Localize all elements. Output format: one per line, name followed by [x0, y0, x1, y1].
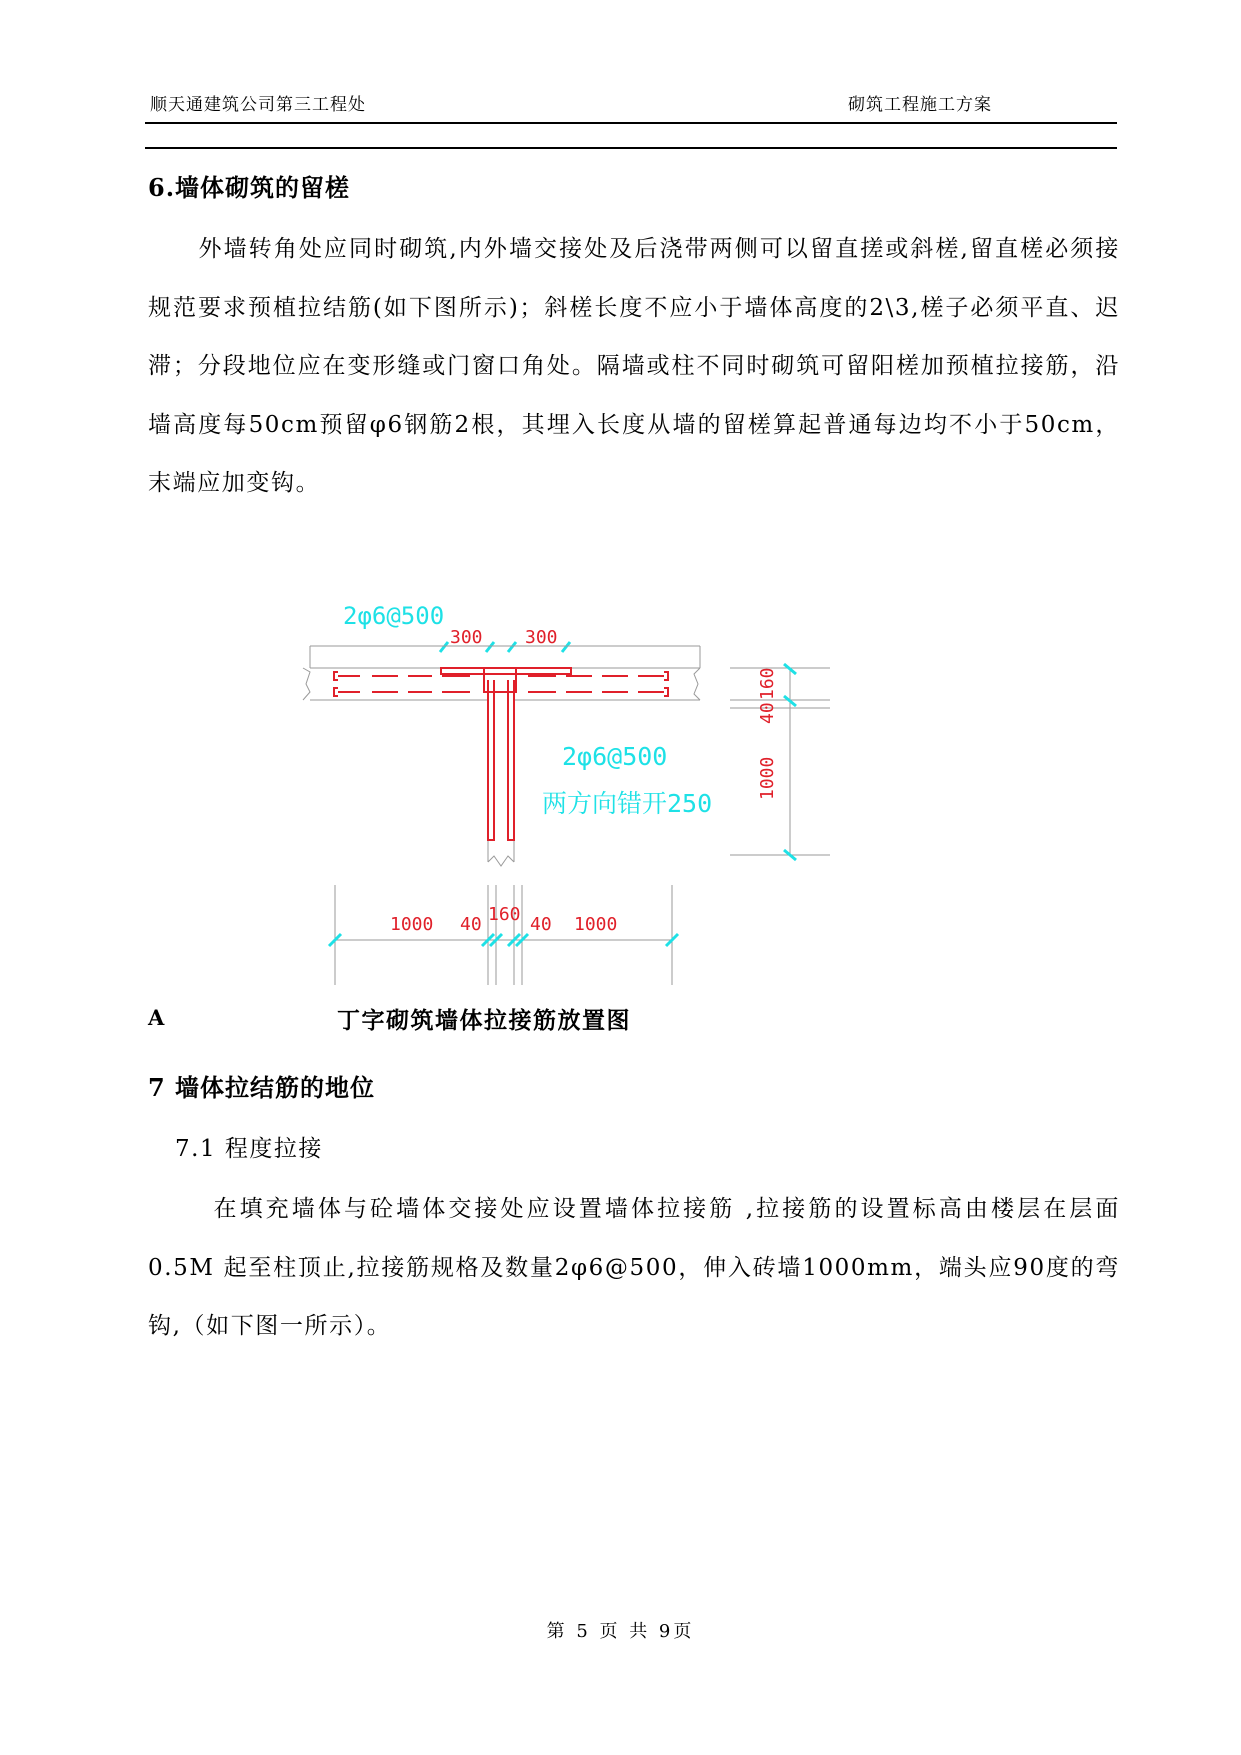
- dim-40-right: 40: [530, 914, 552, 935]
- section7-title: 7 墙体拉结筋的地位: [148, 1073, 376, 1102]
- dim-40-left: 40: [460, 914, 482, 935]
- dim-1000-right: 1000: [574, 914, 618, 935]
- header-doc-title: 砌筑工程施工方案: [848, 95, 992, 115]
- label-top: 2φ6@500: [343, 602, 445, 630]
- section6-paragraph-text: 外墙转角处应同时砌筑,内外墙交接处及后浇带两侧可以留直搓或斜槎,留直槎必须接规范要求预植拉结筋(如下图所示)；斜槎长度不应小于墙体高度的2\3,槎子必须平直、迟滞；分段地位应在变形缝或门窗口角处。隔墙或柱不同时砌筑可留阳槎加预植拉接筋，沿墙高度每50cm预留φ6钢筋2根，其埋入长度从墙的留槎算起普通每边均不小于50cm，末端应加变钩。: [148, 236, 1120, 496]
- dim-300-right: 300: [525, 627, 558, 648]
- label-mid: 2φ6@500: [562, 742, 668, 771]
- section7-subtitle: 7.1 程度拉接: [175, 1136, 323, 1162]
- dim-1000-vertical: 1000: [757, 756, 778, 800]
- dim-1000-left: 1000: [390, 914, 434, 935]
- figure-letter: A: [148, 1005, 165, 1030]
- dim-300-left: 300: [450, 627, 483, 648]
- dim-40-vertical: 40: [757, 702, 778, 724]
- section7-paragraph: [148, 1180, 1120, 1356]
- section6-title: 6.墙体砌筑的留槎: [148, 173, 351, 202]
- dim-160-vertical: 160: [757, 667, 778, 700]
- page-footer: 第 5 页 共 9页: [546, 1621, 695, 1642]
- header-company: 顺天通建筑公司第三工程处: [150, 95, 366, 115]
- dim-160-horizontal: 160: [488, 904, 521, 925]
- label-stagger: 两方向错开250: [542, 789, 713, 818]
- figure-caption: 丁字砌筑墙体拉接筋放置图: [337, 1007, 631, 1034]
- section7-paragraph-text: 在填充墙体与砼墙体交接处应设置墙体拉接筋 ,拉接筋的设置标高由楼层在层面 0.5M 起至柱顶止,拉接筋规格及数量2φ6@500，伸入砖墙1000mm，端头应90度的弯钩,（如下图一所示）。: [148, 1196, 1120, 1339]
